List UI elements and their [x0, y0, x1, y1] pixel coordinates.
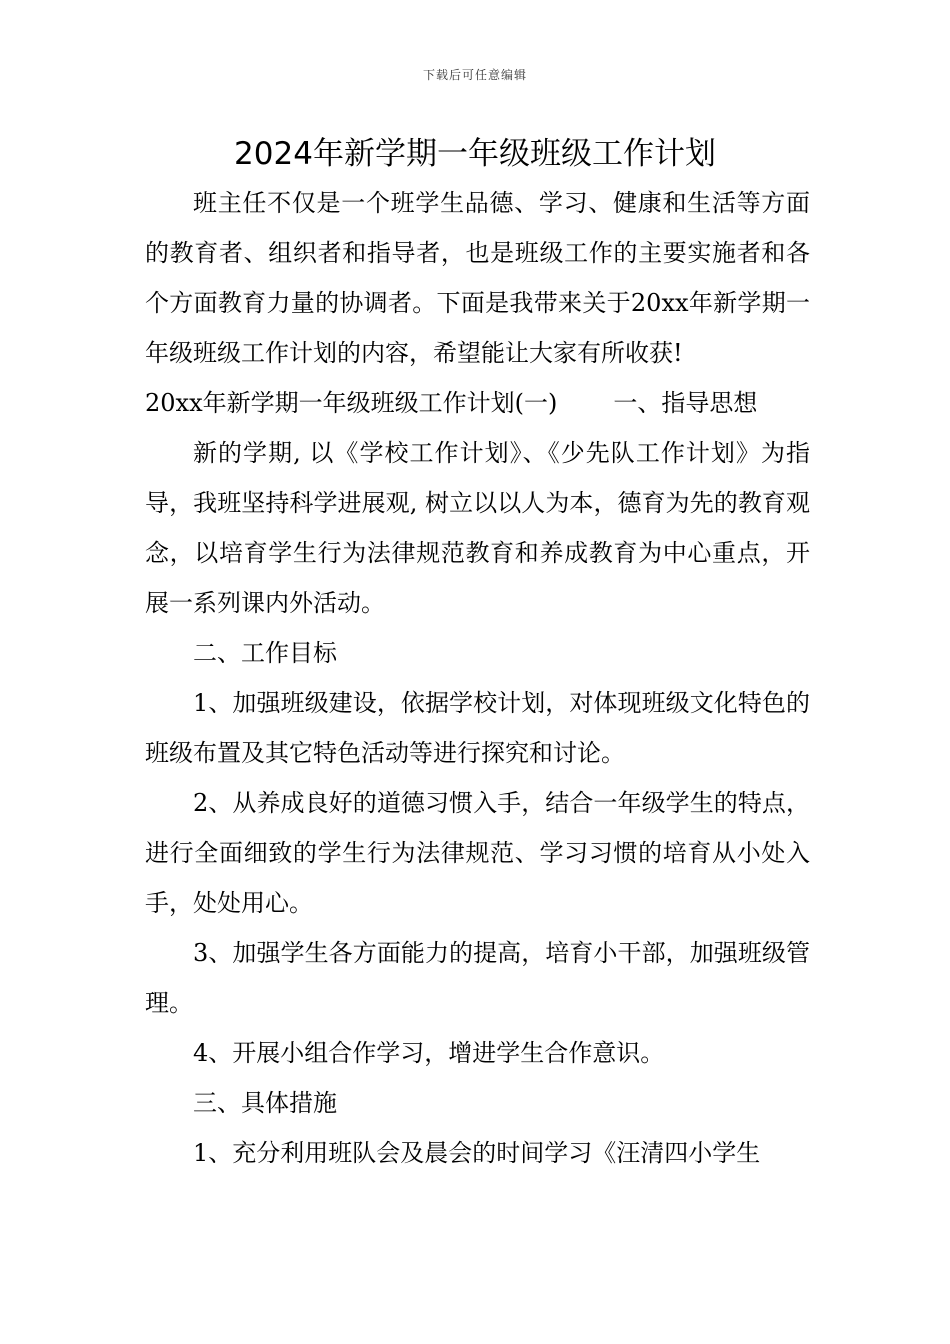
goal-item-4: 4、开展小组合作学习，增进学生合作意识。 — [193, 1039, 665, 1067]
document-title: 2024年新学期一年级班级工作计划 — [234, 136, 716, 172]
goal-item-1: 1、加强班级建设，依据学校计划，对体现班级文化特色的班级布置及其它特色活动等进行探究和讨论。 — [145, 689, 810, 767]
goal-item-3: 3、加强学生各方面能力的提高，培育小干部，加强班级管理。 — [145, 939, 810, 1017]
measures-heading: 三、具体措施 — [193, 1089, 337, 1117]
intro-paragraph: 班主任不仅是一个班学生品德、学习、健康和生活等方面的教育者、组织者和指导者，也是班级工作的主要实施者和各个方面教育力量的协调者。下面是我带来关于20xx年新学期一年级班级工作计划的内容，希望能让大家有所收获! — [145, 189, 810, 367]
header-note: 下载后可任意编辑 — [422, 68, 527, 82]
goal-item-2: 2、从养成良好的道德习惯入手，结合一年级学生的特点，进行全面细致的学生行为法律规范、学习习惯的培育从小处入手，处处用心。 — [145, 789, 810, 917]
guiding-paragraph: 新的学期, 以《学校工作计划》、《少先队工作计划》为指导，我班坚持科学进展观, 树立以以人为本，德育为先的教育观念，以培育学生行为法律规范教育和养成教育为中心重点，开展一系列课内外活动。 — [145, 439, 810, 617]
measure-item-1: 1、充分利用班队会及晨会的时间学习《汪清四小学生 — [193, 1139, 761, 1167]
goals-heading: 二、工作目标 — [193, 639, 337, 667]
document-body — [145, 178, 810, 1178]
section-heading-line — [145, 378, 810, 428]
guiding-heading: 一、指导思想 — [613, 389, 758, 417]
section-heading: 20xx年新学期一年级班级工作计划(一) — [145, 389, 558, 417]
